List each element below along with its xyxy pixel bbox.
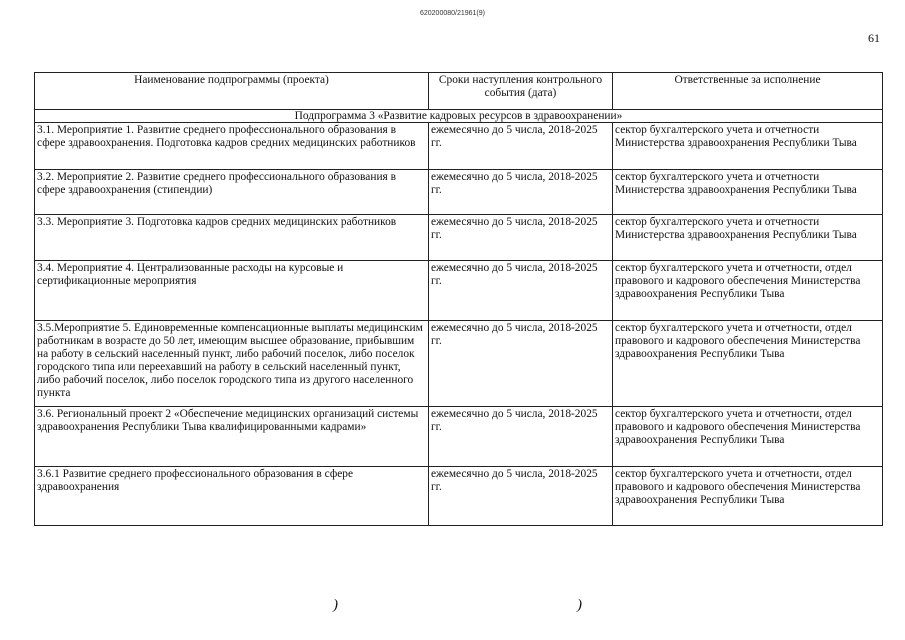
subprogram-row bbox=[35, 110, 883, 123]
page-number: 61 bbox=[868, 31, 880, 45]
table-row bbox=[35, 467, 883, 526]
column-header-name: Наименование подпрограммы (проекта) bbox=[35, 73, 429, 110]
row-deadline: ежемесячно до 5 числа, 2018-2025 гг. bbox=[429, 407, 613, 467]
subprogram-title: Подпрограмма 3 «Развитие кадровых ресурсов в здравоохранении» bbox=[35, 110, 883, 123]
row-deadline: ежемесячно до 5 числа, 2018-2025 гг. bbox=[429, 261, 613, 321]
row-deadline: ежемесячно до 5 числа, 2018-2025 гг. bbox=[429, 467, 613, 526]
table-row bbox=[35, 321, 883, 407]
row-name: 3.2. Мероприятие 2. Развитие среднего профессионального образования в сфере здравоохранения (стипендии) bbox=[35, 170, 429, 215]
table-row bbox=[35, 215, 883, 261]
row-responsible: сектор бухгалтерского учета и отчетности Министерства здравоохранения Республики Тыва bbox=[613, 170, 883, 215]
row-name: 3.6.1 Развитие среднего профессионального образования в сфере здравоохранения bbox=[35, 467, 429, 526]
row-responsible: сектор бухгалтерского учета и отчетности, отдел правового и кадрового обеспечения Министерства здравоохранения Республики Тыва bbox=[613, 407, 883, 467]
document-id: 620200080/21961(9) bbox=[419, 10, 485, 17]
row-responsible: сектор бухгалтерского учета и отчетности Министерства здравоохранения Республики Тыва bbox=[613, 215, 883, 261]
row-name: 3.5.Мероприятие 5. Единовременные компенсационные выплаты медицинским работникам в возрасте до 50 лет, имеющим высшее образование, прибывшим на работу в сельский населенный пункт, либо рабочий поселок, либо поселок городского типа или переехавший на работу в сельский населенный пункт, либо рабочий поселок, либо поселок городского типа из другого населенного пункта bbox=[35, 321, 429, 407]
row-name: 3.6. Региональный проект 2 «Обеспечение медицинских организаций системы здравоохранения Республики Тыва квалифицированными кадрами» bbox=[35, 407, 429, 467]
row-responsible: сектор бухгалтерского учета и отчетности Министерства здравоохранения Республики Тыва bbox=[613, 123, 883, 170]
row-name: 3.3. Мероприятие 3. Подготовка кадров средних медицинских работников bbox=[35, 215, 429, 261]
margin-mark-left: ) bbox=[333, 597, 338, 613]
table-row bbox=[35, 407, 883, 467]
row-deadline: ежемесячно до 5 числа, 2018-2025 гг. bbox=[429, 170, 613, 215]
row-responsible: сектор бухгалтерского учета и отчетности, отдел правового и кадрового обеспечения Министерства здравоохранения Республики Тыва bbox=[613, 467, 883, 526]
row-deadline: ежемесячно до 5 числа, 2018-2025 гг. bbox=[429, 123, 613, 170]
table-row bbox=[35, 170, 883, 215]
column-header-responsible: Ответственные за исполнение bbox=[613, 73, 883, 110]
table-header-row bbox=[35, 73, 883, 110]
events-table bbox=[34, 72, 883, 526]
column-header-deadline: Сроки наступления контрольного события (дата) bbox=[429, 73, 613, 110]
row-deadline: ежемесячно до 5 числа, 2018-2025 гг. bbox=[429, 215, 613, 261]
row-deadline: ежемесячно до 5 числа, 2018-2025 гг. bbox=[429, 321, 613, 407]
row-name: 3.4. Мероприятие 4. Централизованные расходы на курсовые и сертификационные мероприятия bbox=[35, 261, 429, 321]
margin-mark-right: ) bbox=[577, 597, 582, 613]
row-responsible: сектор бухгалтерского учета и отчетности, отдел правового и кадрового обеспечения Министерства здравоохранения Республики Тыва bbox=[613, 261, 883, 321]
row-name: 3.1. Мероприятие 1. Развитие среднего профессионального образования в сфере здравоохранения. Подготовка кадров средних медицинских работников bbox=[35, 123, 429, 170]
table-row bbox=[35, 261, 883, 321]
table-row bbox=[35, 123, 883, 170]
row-responsible: сектор бухгалтерского учета и отчетности, отдел правового и кадрового обеспечения Министерства здравоохранения Республики Тыва bbox=[613, 321, 883, 407]
